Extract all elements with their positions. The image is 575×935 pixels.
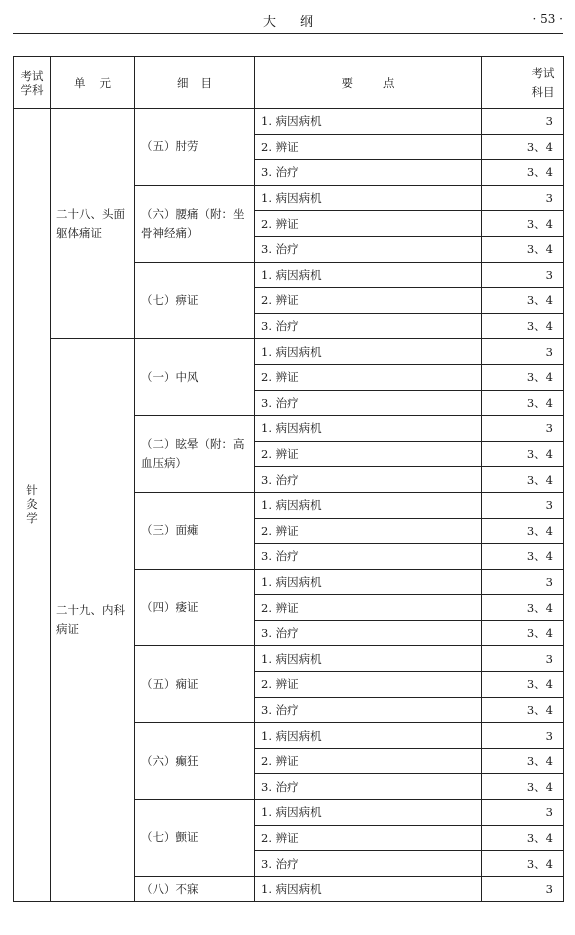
exam-cell: 3、4: [482, 288, 564, 314]
table-header-row: [14, 57, 564, 109]
unit-cell: 二十九、内科病证: [51, 339, 135, 902]
exam-cell: 3: [482, 185, 564, 211]
item-cell: （五）肘劳: [135, 109, 255, 186]
point-cell: 1. 病因病机: [255, 185, 482, 211]
point-cell: 1. 病因病机: [255, 339, 482, 365]
point-cell: 2. 辨证: [255, 748, 482, 774]
point-cell: 2. 辨证: [255, 672, 482, 698]
item-cell: （七）颤证: [135, 800, 255, 877]
exam-cell: 3、4: [482, 467, 564, 493]
header-points: 要点: [255, 57, 482, 109]
point-cell: 3. 治疗: [255, 313, 482, 339]
exam-cell: 3、4: [482, 595, 564, 621]
page-title: 大纲: [262, 15, 337, 30]
point-cell: 2. 辨证: [255, 134, 482, 160]
exam-cell: 3、4: [482, 774, 564, 800]
exam-cell: 3: [482, 876, 564, 902]
point-cell: 2. 辨证: [255, 595, 482, 621]
exam-cell: 3、4: [482, 825, 564, 851]
exam-cell: 3、4: [482, 160, 564, 186]
exam-cell: 3: [482, 416, 564, 442]
exam-cell: 3: [482, 800, 564, 826]
table-row: [14, 339, 564, 365]
point-cell: 1. 病因病机: [255, 109, 482, 135]
exam-cell: 3、4: [482, 236, 564, 262]
point-cell: 2. 辨证: [255, 211, 482, 237]
exam-cell: 3: [482, 492, 564, 518]
point-cell: 3. 治疗: [255, 160, 482, 186]
point-cell: 1. 病因病机: [255, 723, 482, 749]
point-cell: 3. 治疗: [255, 236, 482, 262]
point-cell: 2. 辨证: [255, 441, 482, 467]
item-cell: （六）腰痛（附：坐骨神经痛）: [135, 185, 255, 262]
exam-cell: 3、4: [482, 672, 564, 698]
point-cell: 3. 治疗: [255, 851, 482, 877]
exam-cell: 3、4: [482, 364, 564, 390]
item-cell: （五）痫证: [135, 646, 255, 723]
item-cell: （一）中风: [135, 339, 255, 416]
point-cell: 1. 病因病机: [255, 569, 482, 595]
exam-cell: 3、4: [482, 134, 564, 160]
subject-cell: 针灸学: [14, 109, 51, 902]
header-item: 细目: [135, 57, 255, 109]
point-cell: 1. 病因病机: [255, 876, 482, 902]
header-unit: 单元: [51, 57, 135, 109]
exam-cell: 3、4: [482, 544, 564, 570]
exam-cell: 3: [482, 646, 564, 672]
exam-cell: 3、4: [482, 697, 564, 723]
point-cell: 3. 治疗: [255, 390, 482, 416]
point-cell: 1. 病因病机: [255, 416, 482, 442]
header-subject: 考试学科: [14, 57, 51, 109]
page-header: [13, 0, 563, 34]
header-exam: 考试科目: [482, 57, 564, 109]
exam-cell: 3、4: [482, 620, 564, 646]
exam-cell: 3: [482, 339, 564, 365]
point-cell: 3. 治疗: [255, 774, 482, 800]
point-cell: 1. 病因病机: [255, 800, 482, 826]
point-cell: 2. 辨证: [255, 288, 482, 314]
point-cell: 1. 病因病机: [255, 262, 482, 288]
page-number: · 53 ·: [532, 12, 563, 26]
point-cell: 3. 治疗: [255, 544, 482, 570]
exam-cell: 3、4: [482, 313, 564, 339]
point-cell: 3. 治疗: [255, 697, 482, 723]
unit-cell: 二十八、头面躯体痛证: [51, 109, 135, 339]
exam-cell: 3、4: [482, 748, 564, 774]
exam-cell: 3: [482, 262, 564, 288]
item-cell: （八）不寐: [135, 876, 255, 902]
point-cell: 1. 病因病机: [255, 646, 482, 672]
point-cell: 3. 治疗: [255, 467, 482, 493]
exam-cell: 3: [482, 569, 564, 595]
exam-cell: 3、4: [482, 518, 564, 544]
exam-cell: 3、4: [482, 441, 564, 467]
item-cell: （六）癫狂: [135, 723, 255, 800]
item-cell: （四）痿证: [135, 569, 255, 646]
table-row: [14, 109, 564, 135]
point-cell: 1. 病因病机: [255, 492, 482, 518]
point-cell: 3. 治疗: [255, 620, 482, 646]
syllabus-table: [13, 56, 564, 902]
item-cell: （七）痹证: [135, 262, 255, 339]
item-cell: （三）面瘫: [135, 492, 255, 569]
exam-cell: 3、4: [482, 390, 564, 416]
point-cell: 2. 辨证: [255, 825, 482, 851]
item-cell: （二）眩晕（附：高血压病）: [135, 416, 255, 493]
point-cell: 2. 辨证: [255, 364, 482, 390]
point-cell: 2. 辨证: [255, 518, 482, 544]
exam-cell: 3: [482, 109, 564, 135]
exam-cell: 3: [482, 723, 564, 749]
exam-cell: 3、4: [482, 211, 564, 237]
exam-cell: 3、4: [482, 851, 564, 877]
